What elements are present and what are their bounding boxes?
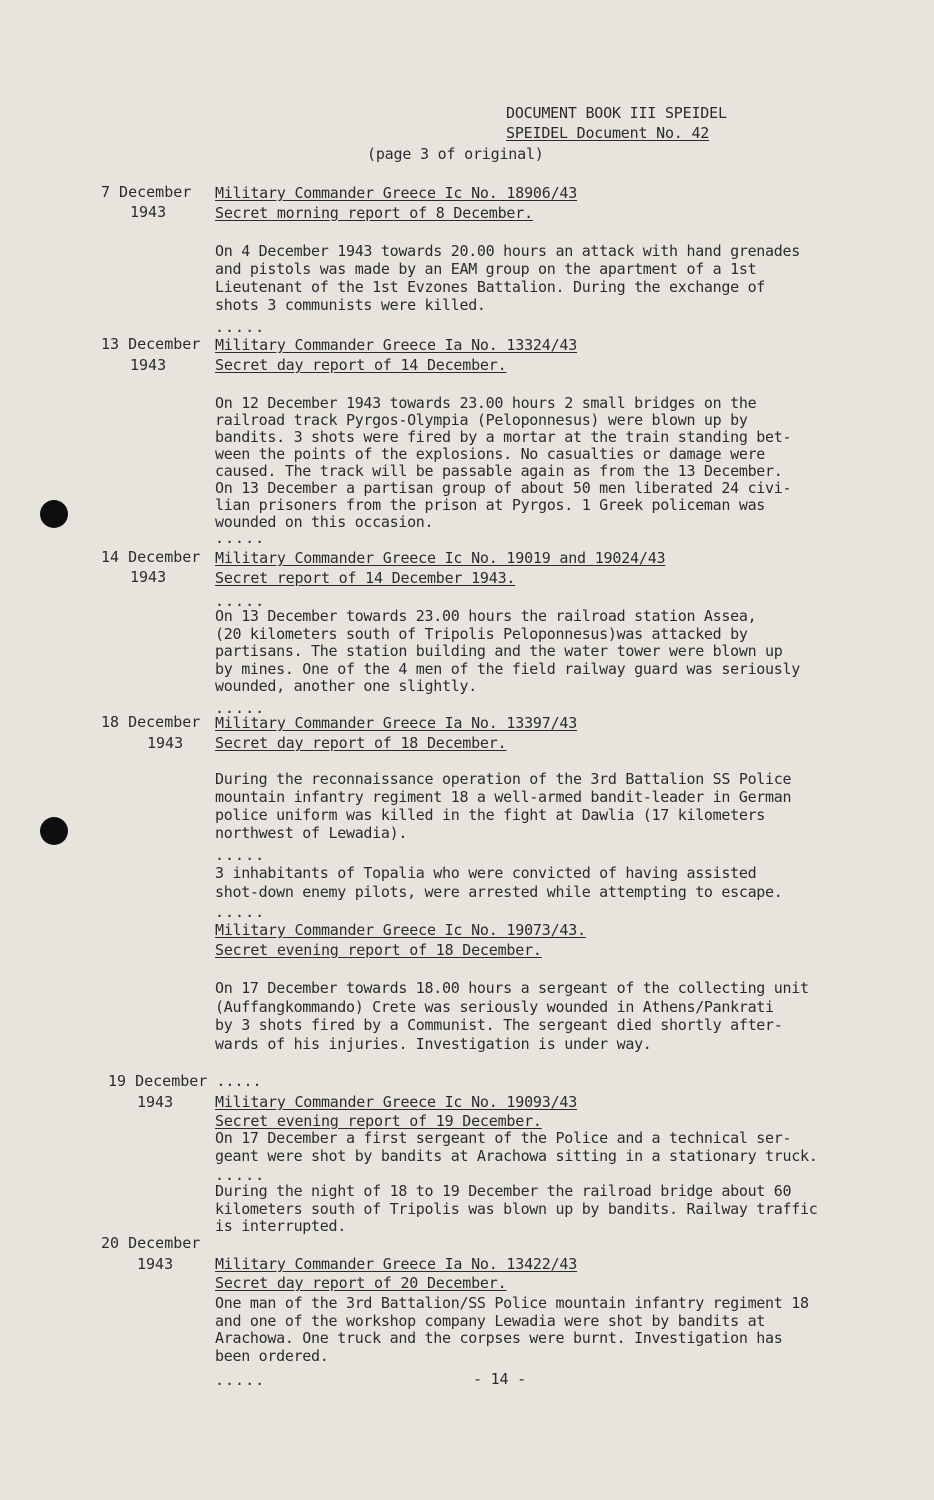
- entry-year: 1943: [130, 356, 167, 374]
- entry-reference: Military Commander Greece Ia No. 13422/43: [215, 1255, 578, 1273]
- entry-text: On 13 December towards 23.00 hours the railroad station Assea, (20 kilometers south of Tripolis Peloponnesus)was attacked by partisans. The station building and the water tower were blown up by mines. One of the 4 men of the field railway guard was seriously wounded, another one slightly.: [215, 607, 800, 695]
- separator-dots: .....: [215, 1166, 266, 1184]
- entry-date: 20 December: [101, 1234, 201, 1252]
- entry-year: 1943: [147, 734, 184, 752]
- entry-year: 1943: [137, 1255, 174, 1273]
- document-book-title: DOCUMENT BOOK III SPEIDEL: [506, 104, 727, 122]
- entry-text: On 4 December 1943 towards 20.00 hours an attack with hand grenades and pistols was made by an EAM group on the apartment of a 1st Lieutenant of the 1st Evzones Battalion. During the exchange of shots 3 communists were killed.: [215, 242, 800, 314]
- separator-dots: .....: [215, 529, 266, 547]
- entry-reference: Military Commander Greece Ic No. 19019 and 19024/43: [215, 549, 666, 567]
- footer-dots: .....: [215, 1371, 266, 1389]
- entry-text: During the reconnaissance operation of the 3rd Battalion SS Police mountain infantry regiment 18 a well-armed bandit-leader in German police uniform was killed in the fight at Dawlia (17 kilometers northwest of Lewadia).: [215, 770, 792, 842]
- entry-date: 13 December: [101, 335, 201, 353]
- entry-subject: Secret report of 14 December 1943.: [215, 569, 516, 587]
- entry-text: On 17 December a first sergeant of the Police and a technical ser- geant were shot by bandits at Arachowa sitting in a stationary truck.: [215, 1129, 818, 1165]
- entry-year: 1943: [130, 568, 167, 586]
- entry-subject: Secret day report of 14 December.: [215, 356, 507, 374]
- entry-subject: Secret evening report of 19 December.: [215, 1112, 542, 1130]
- entry-text-3: On 17 December towards 18.00 hours a sergeant of the collecting unit (Auffangkommando) Crete was seriously wounded in Athens/Pankrati by 3 shots fired by a Communist. The sergeant died shortly after- wards of his injuries. Investigation is under way.: [215, 979, 809, 1053]
- separator-dots: .....: [215, 318, 266, 336]
- entry-subject-2: Secret evening report of 18 December.: [215, 941, 542, 959]
- separator-dots: .....: [215, 699, 266, 717]
- entry-subject: Secret day report of 20 December.: [215, 1274, 507, 1292]
- entry-reference: Military Commander Greece Ia No. 13324/43: [215, 336, 578, 354]
- entry-text: One man of the 3rd Battalion/SS Police mountain infantry regiment 18 and one of the workshop company Lewadia were shot by bandits at Arachowa. One truck and the corpses were burnt. Investigation has been ordered.: [215, 1294, 809, 1365]
- punch-hole-top: [40, 500, 68, 528]
- entry-reference: Military Commander Greece Ic No. 18906/43: [215, 184, 578, 202]
- entry-reference: Military Commander Greece Ic No. 19093/43: [215, 1093, 578, 1111]
- separator-dots: .....: [215, 846, 266, 864]
- page-number: - 14 -: [473, 1370, 526, 1388]
- entry-date: 7 December: [101, 183, 192, 201]
- entry-year: 1943: [137, 1093, 174, 1111]
- page-of-original: (page 3 of original): [367, 145, 544, 163]
- entry-date: 19 December .....: [108, 1072, 262, 1090]
- entry-date: 14 December: [101, 548, 201, 566]
- document-number: SPEIDEL Document No. 42: [506, 124, 710, 142]
- punch-hole-bottom: [40, 817, 68, 845]
- entry-text-2: During the night of 18 to 19 December the railroad bridge about 60 kilometers south of Tripolis was blown up by bandits. Railway traffic is interrupted.: [215, 1182, 818, 1235]
- separator-dots: .....: [215, 903, 266, 921]
- entry-subject: Secret morning report of 8 December.: [215, 204, 533, 222]
- entry-date: 18 December: [101, 713, 201, 731]
- entry-reference-2: Military Commander Greece Ic No. 19073/43.: [215, 921, 586, 939]
- entry-text-2: 3 inhabitants of Topalia who were convicted of having assisted shot-down enemy pilots, were arrested while attempting to escape.: [215, 864, 783, 901]
- entry-subject: Secret day report of 18 December.: [215, 734, 507, 752]
- entry-text: On 12 December 1943 towards 23.00 hours 2 small bridges on the railroad track Pyrgos-Olympia (Peloponnesus) were blown up by bandits. 3 shots were fired by a mortar at the train standing bet- ween the points of the explosions. No casualties or damage were caused. The track will be passable again as from the 13 December. On 13 December a partisan group of about 50 men liberated 24 civi- lian prisoners from the prison at Pyrgos. 1 Greek policeman was wounded on this occasion.: [215, 394, 792, 531]
- entry-year: 1943: [130, 203, 167, 221]
- entry-reference: Military Commander Greece Ia No. 13397/43: [215, 714, 578, 732]
- separator-dots: .....: [215, 592, 266, 610]
